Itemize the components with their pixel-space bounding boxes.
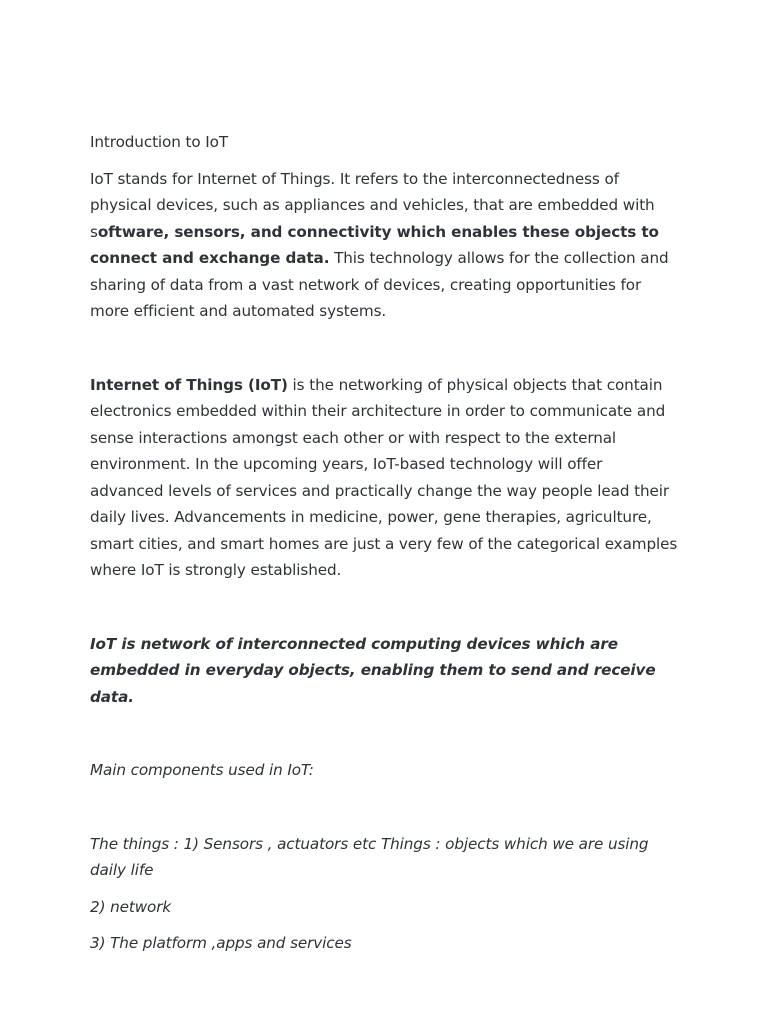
paragraph-iot-networking (90, 372, 678, 584)
document-body (90, 129, 678, 957)
paragraph-text: is the networking of physical objects that contain electronics embedded within their architecture in order to communicate and sense interactions amongst each other or with respect to the external environment. In the upcoming years, IoT-based technology will offer advanced levels of services and practically change the way people lead their daily lives. Advancements in medicine, power, gene therapies, agriculture, smart cities, and smart homes are just a very few of the categorical examples where IoT is strongly established. (90, 375, 678, 579)
paragraph-bold-text: Internet of Things (IoT) (90, 375, 288, 394)
paragraph-iot-definition (90, 166, 678, 325)
list-item-platform: 3) The platform ,apps and services (90, 934, 352, 952)
list-item-network: 2) network (90, 897, 172, 916)
paragraph-bold-text: oftware, sensors, and connectivity which enables these objects to connect and exchange data. (90, 222, 659, 267)
paragraph-main-components: Main components used in IoT: (90, 761, 314, 779)
paragraph-text: IoT stands for Internet of Things. It refers to the interconnectedness of physical devices, such as appliances and vehicles, that are embedded with s (90, 169, 655, 241)
paragraph-iot-summary (90, 631, 678, 711)
paragraph-bold-italic-text: IoT is network of interconnected computing devices which are embedded in everyday objects, enabling them to send and receive data. (90, 634, 656, 706)
list-item-things: The things : 1) Sensors , actuators etc Things : objects which we are using daily life (90, 834, 649, 879)
document-title: Introduction to IoT (90, 133, 229, 151)
paragraph-text: This technology allows for the collection and sharing of data from a vast network of devices, creating opportunities for more efficient and automated systems. (90, 249, 669, 320)
